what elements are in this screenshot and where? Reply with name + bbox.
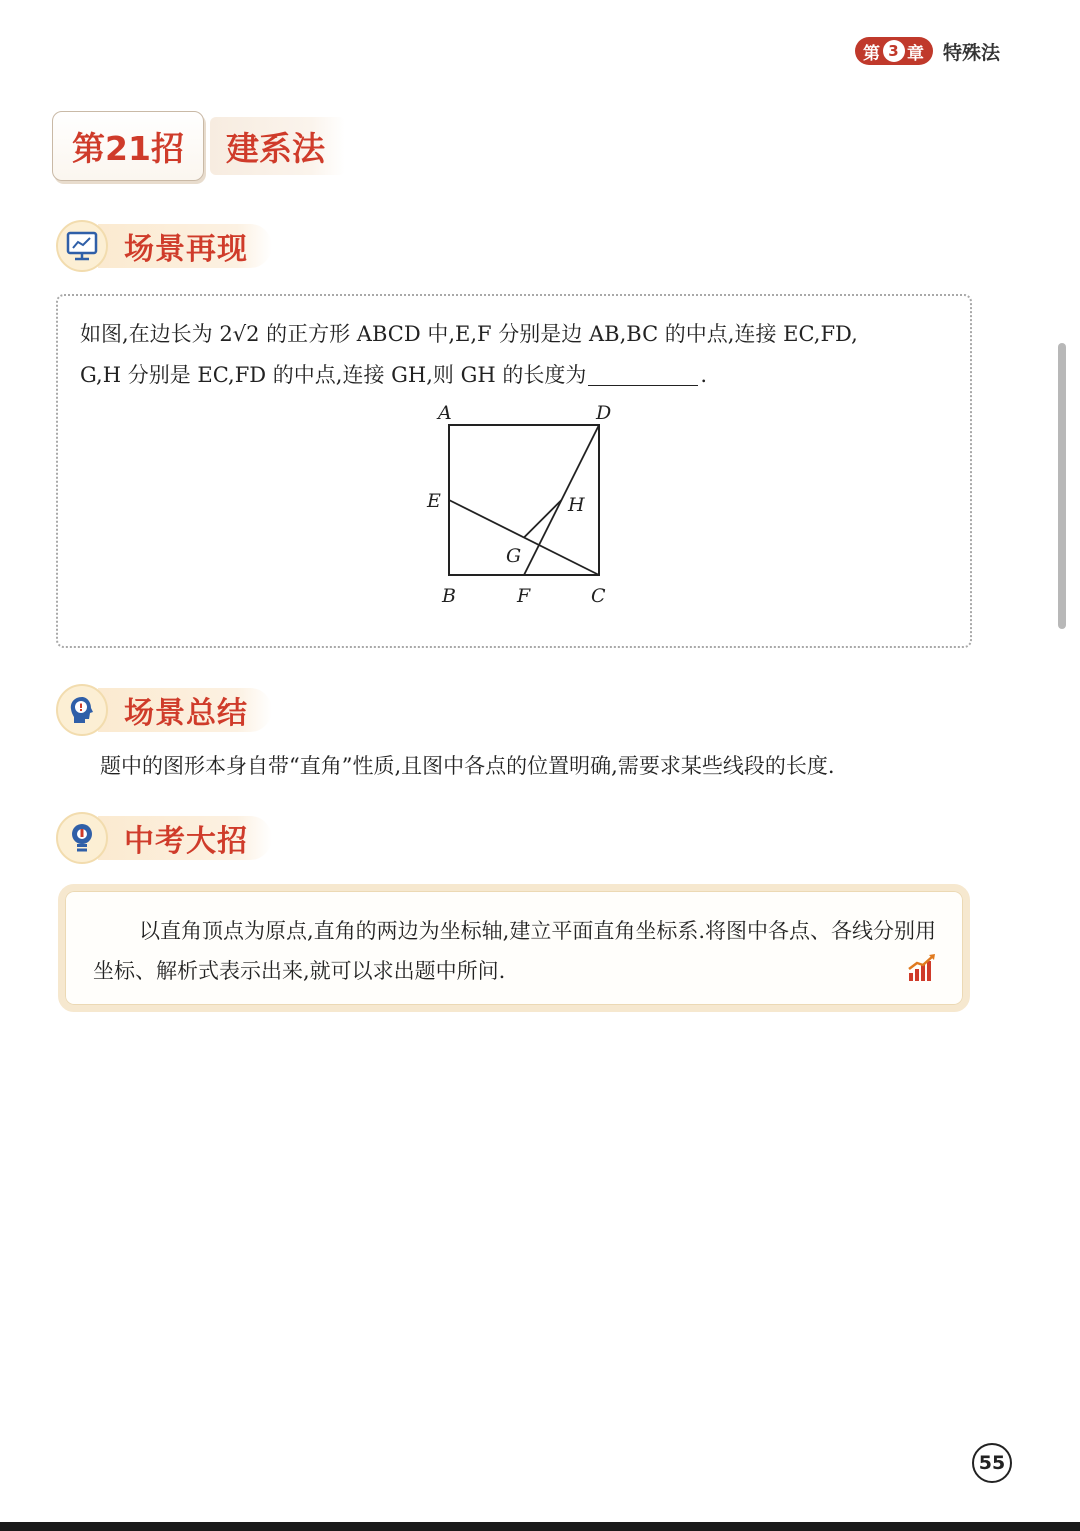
problem-line-2 — [80, 355, 960, 396]
segment-gh — [524, 500, 562, 538]
chapter-prefix: 第 — [863, 43, 881, 64]
problem-line-2-end: . — [700, 363, 708, 387]
label-point-a: A — [438, 402, 452, 424]
label-point-c: C — [591, 585, 606, 607]
problem-text — [80, 314, 960, 396]
chapter-suffix: 章 — [907, 43, 925, 64]
label-point-e: E — [427, 490, 441, 512]
summary-text: 题中的图形本身自带“直角”性质,且图中各点的位置明确,需要求某些线段的长度. — [100, 754, 835, 778]
monitor-chart-icon — [56, 220, 108, 272]
page-number: 55 — [972, 1443, 1012, 1483]
method-text: 以直角顶点为原点,直角的两边为坐标轴,建立平面直角坐标系.将图中各点、各线分别用坐标、解析式表示出来,就可以求出题中所问. — [93, 919, 937, 983]
lesson-title — [52, 108, 345, 184]
section-scene-label: 场景再现 — [98, 224, 272, 268]
head-idea-icon — [56, 684, 108, 736]
section-method-header — [56, 810, 272, 866]
section-summary-label: 场景总结 — [98, 688, 272, 732]
vertical-scrollbar[interactable] — [1058, 343, 1066, 629]
chapter-name: 特殊法 — [943, 41, 1001, 64]
section-summary-header — [56, 682, 272, 738]
lesson-name: 建系法 — [210, 117, 345, 175]
answer-blank — [588, 363, 698, 386]
method-box — [58, 884, 970, 1012]
geometry-figure — [418, 400, 638, 612]
lightbulb-icon — [56, 812, 108, 864]
label-point-b: B — [442, 585, 456, 607]
problem-line-1: 如图,在边长为 2√2 的正方形 ABCD 中,E,F 分别是边 AB,BC 的中点,连接 EC,FD, — [80, 322, 858, 346]
label-point-f: F — [517, 585, 531, 607]
label-point-g: G — [506, 545, 522, 567]
problem-box — [56, 294, 972, 648]
bottom-bar — [0, 1522, 1080, 1531]
section-scene-header — [56, 218, 272, 274]
section-method-label: 中考大招 — [98, 816, 272, 860]
problem-line-2-text: G,H 分别是 EC,FD 的中点,连接 GH,则 GH 的长度为 — [80, 363, 587, 387]
chapter-number: 3 — [883, 40, 905, 62]
chapter-badge — [855, 37, 933, 65]
running-header — [855, 34, 1000, 68]
label-point-d: D — [596, 402, 612, 424]
lesson-number: 第21招 — [52, 111, 204, 181]
growth-chart-icon — [907, 953, 937, 987]
label-point-h: H — [568, 494, 585, 516]
